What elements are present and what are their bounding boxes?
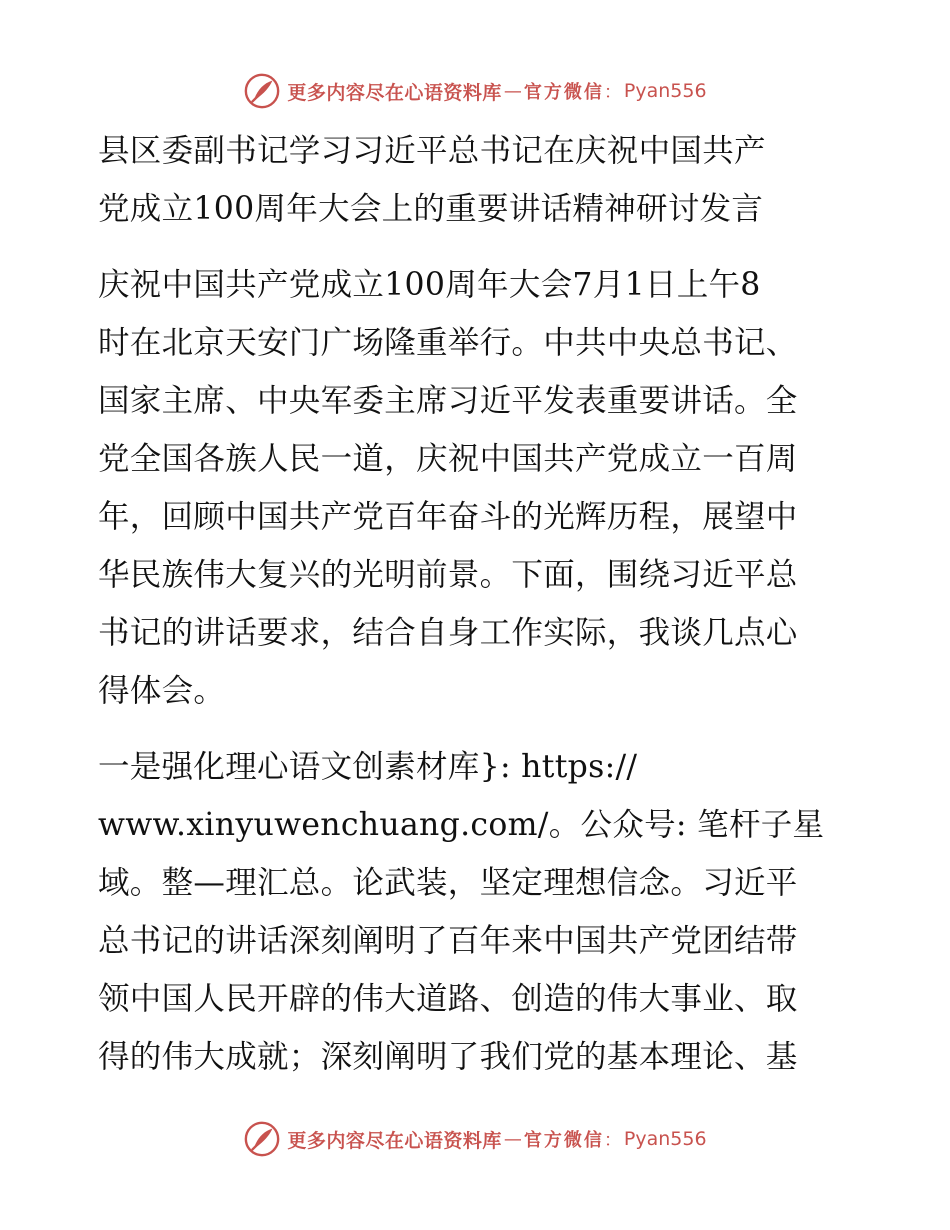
header-watermark bbox=[0, 72, 950, 110]
para2-line: 总书记的讲话深刻阐明了百年来中国共产党团结带 bbox=[98, 923, 798, 959]
watermark-label: 官方微信 bbox=[523, 82, 604, 103]
para1-line: 时在北京天安门广场隆重举行。中共中央总书记、 bbox=[98, 325, 798, 361]
para1-line: 年，回顾中国共产党百年奋斗的光辉历程，展望中 bbox=[98, 499, 798, 535]
watermark-separator: — bbox=[503, 1128, 522, 1150]
title-line-2: 党成立100周年大会上的重要讲话精神研讨发言 bbox=[98, 191, 764, 227]
watermark-label: 官方微信 bbox=[523, 1130, 604, 1151]
watermark-main-text: 更多内容尽在心语资料库 bbox=[287, 81, 502, 104]
para1-line: 书记的讲话要求，结合自身工作实际，我谈几点心 bbox=[98, 615, 798, 651]
watermark-separator: — bbox=[503, 80, 522, 102]
para2-line: 得的伟大成就；深刻阐明了我们党的基本理论、基 bbox=[98, 1039, 798, 1075]
quill-logo-icon bbox=[243, 72, 281, 110]
para1-line: 国家主席、中央军委主席习近平发表重要讲话。全 bbox=[98, 383, 798, 419]
watermark-wechat-id: Pyan556 bbox=[623, 1128, 707, 1150]
document-body bbox=[98, 122, 858, 1086]
para1-line: 党全国各族人民一道，庆祝中国共产党成立一百周 bbox=[98, 441, 798, 477]
para2-line: 域。整—理汇总。论武装，坚定理想信念。习近平 bbox=[98, 865, 798, 901]
watermark-colon: ： bbox=[603, 1130, 622, 1151]
para2-line: www.xinyuwenchuang.com/。公众号: 笔杆子星 bbox=[98, 807, 825, 843]
document-title bbox=[98, 122, 858, 238]
paragraph-2 bbox=[98, 738, 858, 1086]
para1-line: 庆祝中国共产党成立100周年大会7月1日上午8 bbox=[98, 267, 761, 303]
para1-line: 得体会。 bbox=[98, 673, 226, 709]
watermark-main-text: 更多内容尽在心语资料库 bbox=[287, 1129, 502, 1152]
footer-watermark bbox=[0, 1120, 950, 1158]
para2-line: 一是强化理心语文创素材库}: https:// bbox=[98, 749, 638, 785]
title-line-1: 县区委副书记学习习近平总书记在庆祝中国共产 bbox=[98, 133, 766, 169]
watermark-colon: ： bbox=[603, 82, 622, 103]
quill-logo-icon bbox=[243, 1120, 281, 1158]
watermark-wechat-id: Pyan556 bbox=[623, 80, 707, 102]
para1-line: 华民族伟大复兴的光明前景。下面，围绕习近平总 bbox=[98, 557, 798, 593]
para2-line: 领中国人民开辟的伟大道路、创造的伟大事业、取 bbox=[98, 981, 798, 1017]
paragraph-1 bbox=[98, 256, 858, 720]
